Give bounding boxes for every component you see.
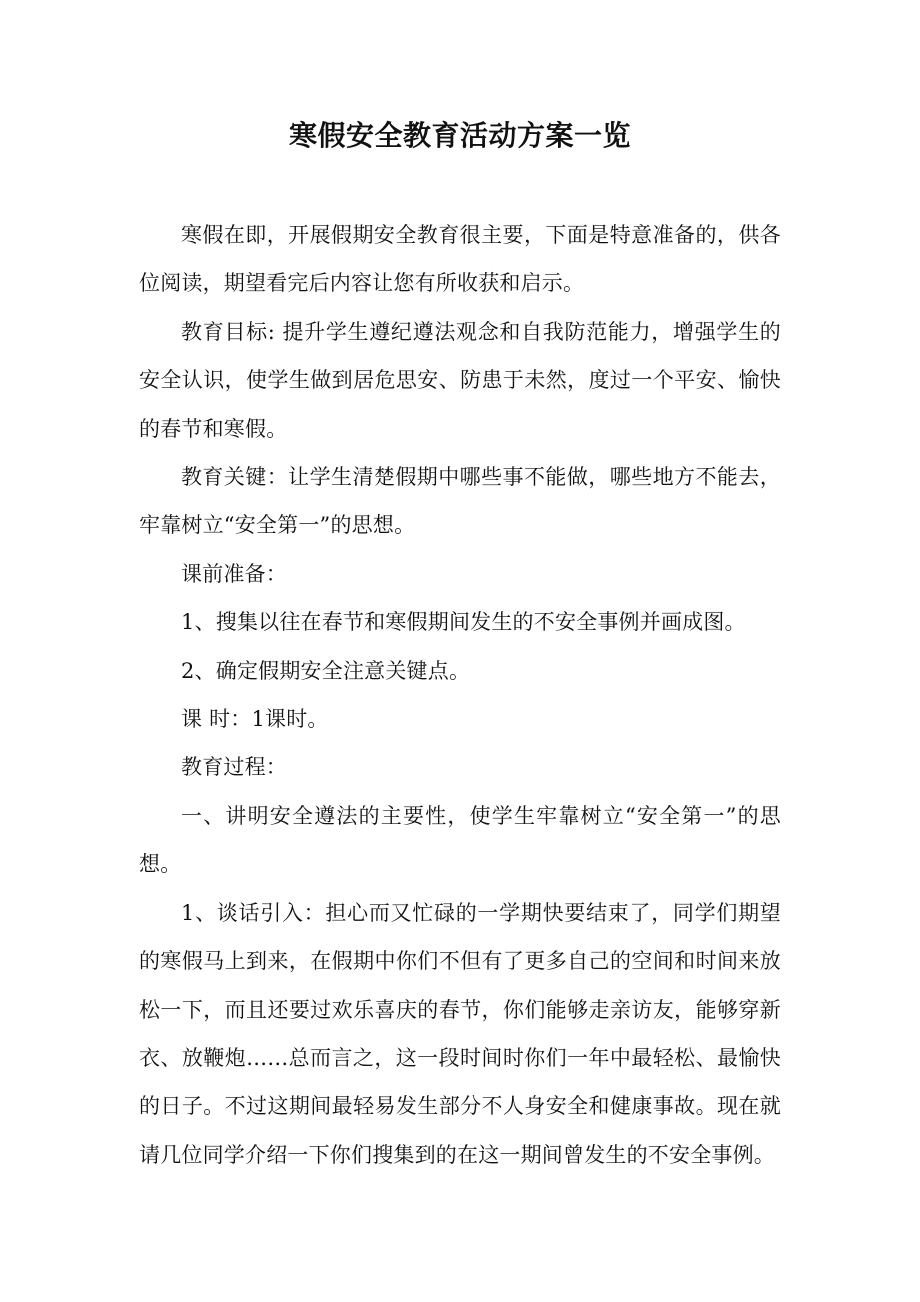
document-body (139, 211, 781, 1179)
education-key-paragraph: 教育关键：让学生清楚假期中哪些事不能做，哪些地方不能去，牢靠树立“安全第一”的思想。 (139, 465, 781, 538)
intro-paragraph: 寒假在即，开展假期安全教育很主要，下面是特意准备的，供各位阅读，期望看完后内容让您有所收获和启示。 (139, 223, 781, 296)
preparation-item-1: 1、搜集以往在春节和寒假期间发生的不安全事例并画成图。 (181, 610, 746, 635)
process-section-1: 一、讲明安全遵法的主要性，使学生牢靠树立“安全第一”的思想。 (139, 803, 781, 877)
preparation-heading: 课前准备： (181, 561, 287, 586)
process-step-1: 1、谈话引入：担心而又忙碌的一学期快要结束了，同学们期望的寒假马上到来，在假期中你们不但有了更多自己的空间和时间来放松一下，而且还要过欢乐喜庆的春节，你们能够走亲访友，能够穿新衣、放鞭炮……总而言之，这一段时间时你们一年中最轻松、最愉快的日子。不过这期间最轻易发生部分不人身安全和健康事故。现在就请几位同学介绍一下你们搜集到的在这一期间曾发生的不安全事例。 (139, 900, 781, 1167)
class-hours-paragraph: 课 时：1课时。 (181, 707, 329, 732)
process-heading: 教育过程： (181, 755, 287, 780)
education-goal-paragraph: 教育目标: 提升学生遵纪遵法观念和自我防范能力，增强学生的安全认识，使学生做到居危思安、防患于未然，度过一个平安、愉快的春节和寒假。 (139, 319, 781, 441)
document-title: 寒假安全教育活动方案一览 (288, 119, 631, 152)
preparation-item-2: 2、确定假期安全注意关键点。 (181, 658, 471, 683)
